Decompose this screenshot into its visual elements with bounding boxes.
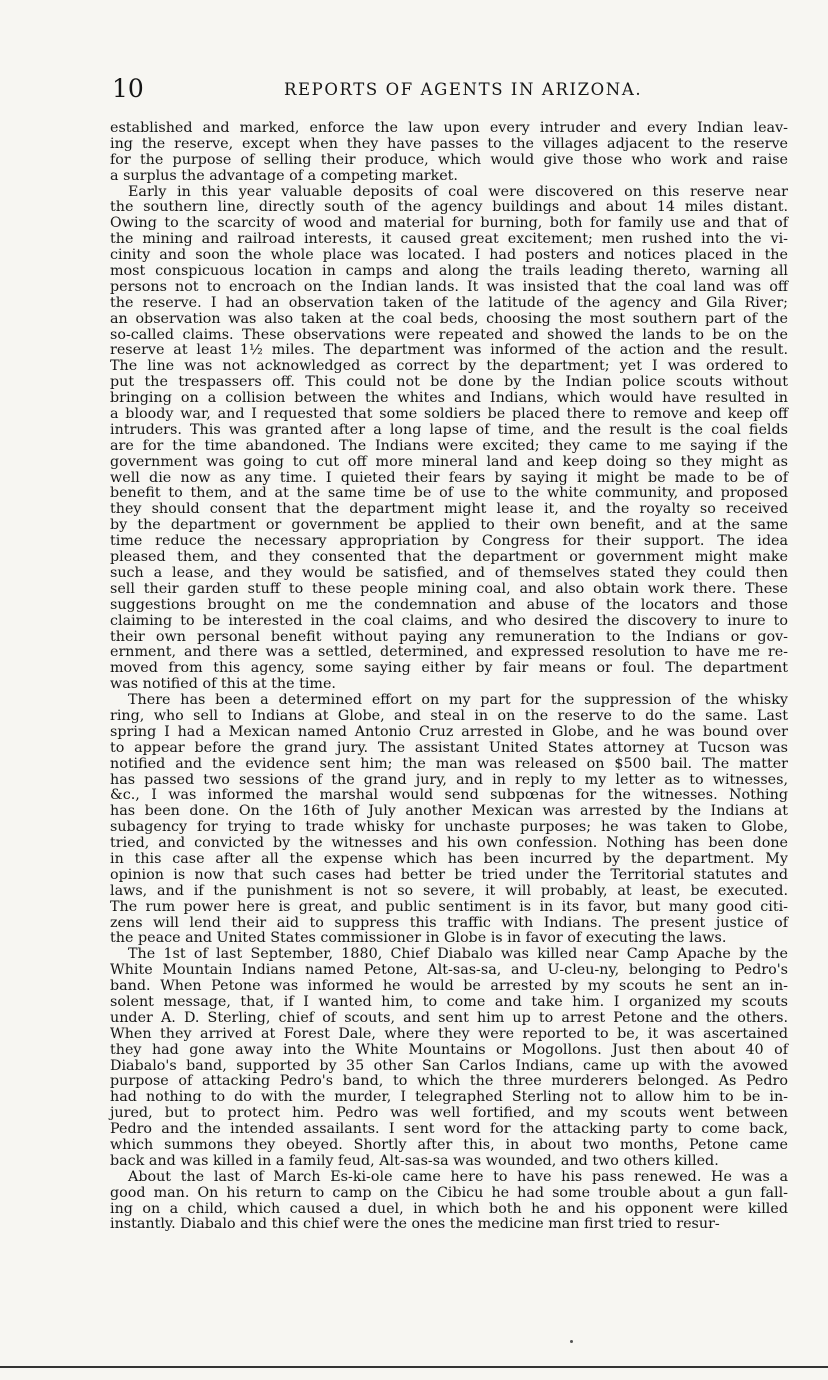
text-line: moved from this agency, some saying either by fair means or foul. The department	[110, 660, 788, 677]
text-line: the mining and railroad interests, it caused great excitement; men rushed into the vi-	[110, 231, 788, 248]
text-line: to appear before the grand jury. The assistant United States attorney at Tucson was	[110, 739, 788, 756]
paragraph	[110, 121, 788, 185]
text-line: ing on a child, which caused a duel, in which both he and his opponent were killed	[110, 1200, 788, 1217]
running-head: REPORTS OF AGENTS IN ARIZONA.	[284, 80, 643, 99]
text-line: a surplus the advantage of a competing market.	[110, 167, 458, 184]
text-line: in this case after all the expense which has been incurred by the department. My	[110, 850, 788, 867]
page-number: 10	[112, 74, 144, 103]
text-line: Early in this year valuable deposits of coal were discovered on this reserve near	[128, 183, 788, 200]
text-line: claiming to be interested in the coal claims, and who desired the discovery to inure to	[110, 612, 788, 629]
text-line: Pedro and the intended assailants. I sent word for the attacking party to come back,	[110, 1121, 788, 1138]
text-line: a bloody war, and I requested that some soldiers be placed there to remove and keep off	[110, 406, 788, 423]
text-line: The 1st of last September, 1880, Chief Diabalo was killed near Camp Apache by the	[128, 946, 788, 963]
text-line: &c., I was informed the marshal would send subpœnas for the witnesses. Nothing	[110, 787, 788, 804]
text-line: so-called claims. These observations were repeated and showed the lands to be on the	[110, 326, 788, 343]
text-line: they should consent that the department might lease it, and the royalty so received	[110, 501, 788, 518]
text-line: was notified of this at the time.	[110, 676, 336, 693]
paragraph	[110, 947, 788, 1169]
text-line: an observation was also taken at the coal beds, choosing the most southern part of the	[110, 310, 788, 327]
text-line: reserve at least 1½ miles. The department was informed of the action and the result.	[110, 342, 788, 359]
text-line: put the trespassers off. This could not be done by the Indian police scouts without	[110, 374, 788, 391]
text-line: time reduce the necessary appropriation by Congress for their support. The idea	[110, 533, 788, 550]
text-line: jured, but to protect him. Pedro was well fortified, and my scouts went between	[110, 1105, 788, 1122]
text-line: subagency for trying to trade whisky for unchaste purposes; he was taken to Globe,	[110, 819, 788, 836]
paragraph	[110, 693, 788, 947]
paragraph	[110, 185, 788, 694]
text-line: the southern line, directly south of the agency buildings and about 14 miles distant.	[110, 199, 788, 216]
text-line: sell their garden stuff to these people mining coal, and also obtain work there. These	[110, 580, 788, 597]
text-line: the reserve. I had an observation taken of the latitude of the agency and Gila River;	[110, 294, 788, 311]
text-line: ring, who sell to Indians at Globe, and steal in on the reserve to do the same. Last	[110, 707, 788, 724]
text-line: suggestions brought on me the condemnation and abuse of the locators and those	[110, 596, 788, 613]
text-line: laws, and if the punishment is not so severe, it will probably, at least, be executed.	[110, 882, 788, 899]
body-text	[110, 121, 788, 1233]
text-line: instantly. Diabalo and this chief were the ones the medicine man first tried to resur-	[110, 1216, 720, 1233]
text-line: their own personal benefit without paying any remuneration to the Indians or gov-	[110, 628, 788, 645]
text-line: opinion is now that such cases had better be tried under the Territorial statutes and	[110, 866, 788, 883]
text-line: cinity and soon the whole place was located. I had posters and notices placed in the	[110, 247, 788, 264]
paragraph	[110, 1170, 788, 1234]
text-line: has been done. On the 16th of July another Mexican was arrested by the Indians at	[110, 803, 788, 820]
text-line: About the last of March Es-ki-ole came here to have his pass renewed. He was a	[128, 1168, 788, 1185]
text-line: has passed two sessions of the grand jury, and in reply to my letter as to witnesses,	[110, 771, 788, 788]
text-line: well die now as any time. I quieted their fears by saying it might be made to be of	[110, 469, 788, 486]
text-line: solent message, that, if I wanted him, to come and take him. I organized my scouts	[110, 993, 788, 1010]
text-line: The line was not acknowledged as correct by the department; yet I was ordered to	[110, 358, 788, 375]
text-line: which summons they obeyed. Shortly after this, in about two months, Petone came	[110, 1137, 788, 1153]
text-line: The rum power here is great, and public sentiment is in its favor, but many good citi-	[110, 898, 788, 915]
text-line: When they arrived at Forest Dale, where they were reported to be, it was ascertained	[110, 1025, 788, 1042]
text-line: band. When Petone was informed he would be arrested by my scouts he sent an in-	[110, 978, 788, 995]
text-line: had nothing to do with the murder, I telegraphed Sterling not to allow him to be in-	[110, 1089, 788, 1106]
text-line: pleased them, and they consented that the department or government might make	[110, 549, 788, 566]
text-line: established and marked, enforce the law upon every intruder and every Indian leav-	[110, 120, 788, 136]
text-line: ing the reserve, except when they have passes to the villages adjacent to the reserve	[110, 135, 788, 152]
text-line: persons not to encroach on the Indian lands. It was insisted that the coal land was off	[110, 278, 788, 295]
text-line: are for the time abandoned. The Indians were excited; they came to me saying if the	[110, 437, 788, 454]
text-line: Diabalo's band, supported by 35 other San Carlos Indians, came up with the avowed	[110, 1057, 788, 1074]
print-speck	[570, 1340, 573, 1343]
text-line: government was going to cut off more mineral land and keep doing so they might as	[110, 453, 788, 470]
page-header	[112, 74, 672, 106]
text-line: for the purpose of selling their produce, which would give those who work and raise	[110, 151, 788, 168]
page-bottom-edge	[0, 1366, 828, 1368]
text-line: benefit to them, and at the same time be of use to the white community, and proposed	[110, 485, 788, 502]
text-line: such a lease, and they would be satisfied, and of themselves stated they could then	[110, 564, 788, 581]
text-line: ernment, and there was a settled, determined, and expressed resolution to have me re-	[110, 644, 788, 661]
text-line: Owing to the scarcity of wood and material for burning, both for family use and that of	[110, 215, 788, 232]
text-line: spring I had a Mexican named Antonio Cruz arrested in Globe, and he was bound over	[110, 723, 788, 740]
text-line: tried, and convicted by the witnesses and his own confession. Nothing has been done	[110, 835, 788, 852]
text-line: purpose of attacking Pedro's band, to which the three murderers belonged. As Pedro	[110, 1073, 788, 1090]
text-line: back and was killed in a family feud, Alt-sas-sa was wounded, and two others killed.	[110, 1152, 719, 1169]
text-line: under A. D. Sterling, chief of scouts, and sent him up to arrest Petone and the others.	[110, 1009, 788, 1026]
text-line: most conspicuous location in camps and along the trails leading thereto, warning all	[110, 263, 788, 280]
text-line: good man. On his return to camp on the Cibicu he had some trouble about a gun fall-	[110, 1184, 788, 1201]
text-line: There has been a determined effort on my part for the suppression of the whisky	[128, 692, 788, 709]
text-line: intruders. This was granted after a long lapse of time, and the result is the coal fields	[110, 421, 788, 438]
text-line: zens will lend their aid to suppress this traffic with Indians. The present justice of	[110, 914, 788, 931]
text-line: they had gone away into the White Mountains or Mogollons. Just then about 40 of	[110, 1041, 788, 1058]
text-line: White Mountain Indians named Petone, Alt-sas-sa, and U-cleu-ny, belonging to Pedro's	[110, 962, 788, 979]
text-line: the peace and United States commissioner in Globe is in favor of executing the laws.	[110, 930, 727, 947]
text-line: notified and the evidence sent him; the man was released on $500 bail. The matter	[110, 755, 788, 772]
text-line: bringing on a collision between the whites and Indians, which would have resulted in	[110, 390, 788, 407]
text-line: by the department or government be applied to their own benefit, and at the same	[110, 517, 788, 534]
